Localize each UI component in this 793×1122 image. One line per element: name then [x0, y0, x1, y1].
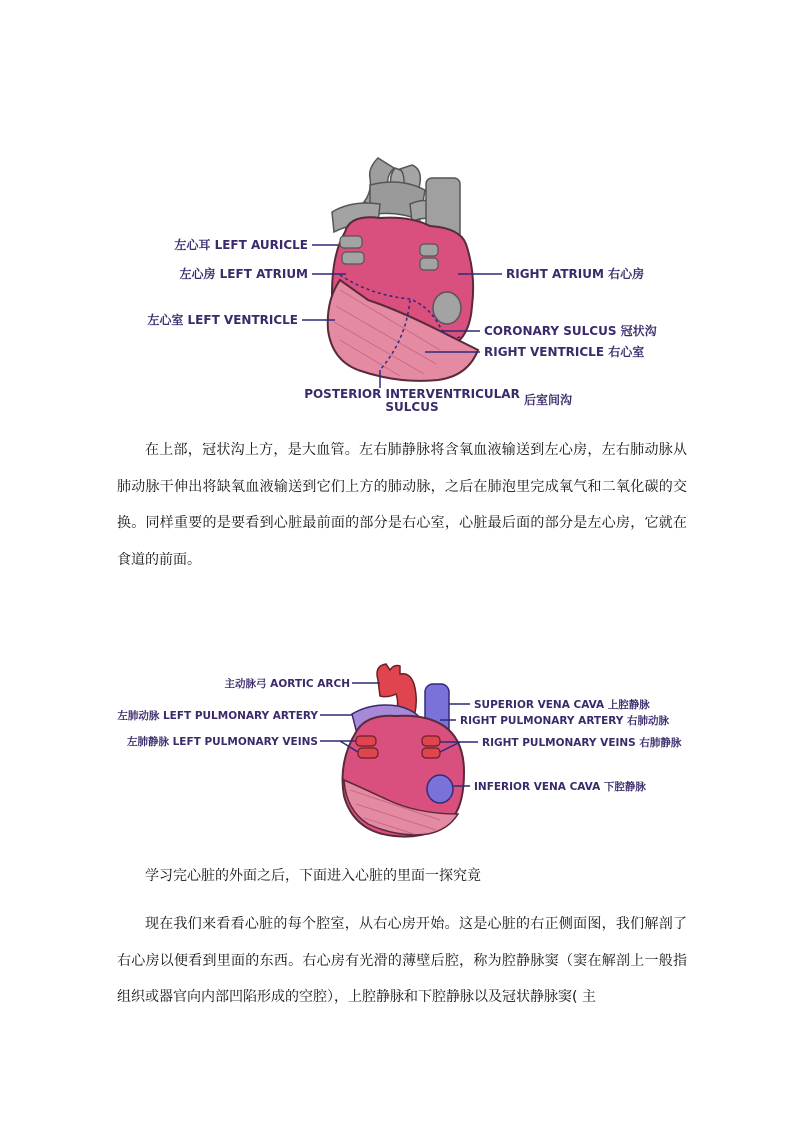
heart-vessels-illustration: [343, 664, 465, 837]
label-left-pulmonary-veins: 左肺静脉 LEFT PULMONARY VEINS: [126, 736, 318, 748]
paragraph-great-vessels: 在上部，冠状沟上方，是大血管。左右肺静脉将含氧血液输送到左心房，左右肺动脉从肺动脉干伸出将缺氧血液输送到它们上方的肺动脉，之后在肺泡里完成氧气和二氧化碳的交换。同样重要的是要看到心脏最前面的部分是右心室，心脏最后面的部分是左心房，它就在食道的前面。: [117, 442, 687, 568]
label-coronary-sulcus: CORONARY SULCUS 冠状沟: [484, 324, 657, 338]
label-right-ventricle: RIGHT VENTRICLE 右心室: [484, 345, 645, 359]
label-posterior-sulcus-cn: 后室间沟: [524, 393, 573, 407]
label-inferior-vena-cava: INFERIOR VENA CAVA 下腔静脉: [474, 781, 646, 793]
label-left-ventricle: 左心室 LEFT VENTRICLE: [147, 313, 298, 327]
label-posterior-interventricular: POSTERIOR INTERVENTRICULAR: [304, 387, 520, 401]
label-right-atrium: RIGHT ATRIUM 右心房: [506, 267, 645, 281]
label-left-pulmonary-artery: 左肺动脉 LEFT PULMONARY ARTERY: [117, 710, 318, 722]
label-right-pulmonary-veins: RIGHT PULMONARY VEINS 右肺静脉: [482, 737, 682, 749]
label-sulcus: SULCUS: [385, 400, 439, 414]
label-aortic-arch: 主动脉弓 AORTIC ARCH: [224, 678, 350, 690]
label-left-auricle: 左心耳 LEFT AURICLE: [174, 238, 308, 252]
paragraph-right-atrium: 现在我们来看看心脏的每个腔室，从右心房开始。这是心脏的右正侧面图，我们解剖了右心房以便看到里面的东西。右心房有光滑的薄壁后腔，称为腔静脉窦（窦在解剖上一般指组织或器官向内部凹陷形成的空腔），上腔静脉和下腔静脉以及冠状静脉窦( 主: [117, 916, 687, 1005]
paragraph-inside-heart-intro: 学习完心脏的外面之后，下面进入心脏的里面一探究竟: [145, 868, 481, 884]
label-right-pulmonary-artery: RIGHT PULMONARY ARTERY 右肺动脉: [460, 715, 670, 727]
label-superior-vena-cava: SUPERIOR VENA CAVA 上腔静脉: [474, 699, 650, 711]
label-left-atrium: 左心房 LEFT ATRIUM: [179, 267, 308, 281]
heart-posterior-illustration: [328, 158, 478, 381]
